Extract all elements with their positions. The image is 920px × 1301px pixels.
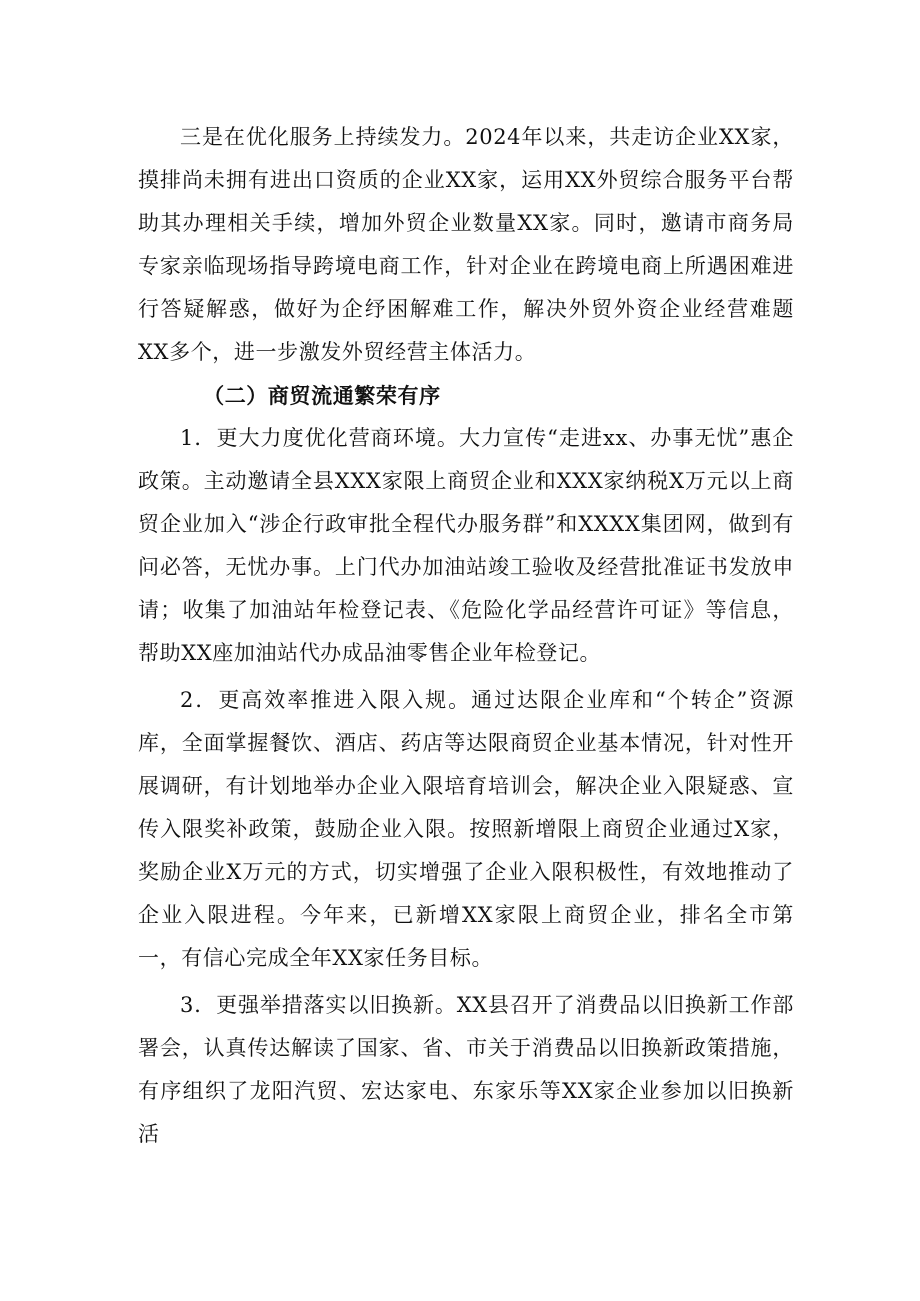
document-body [138, 116, 794, 1156]
paragraph-optimize-services: 三是在优化服务上持续发力。2024年以来，共走访企业XX家，摸排尚未拥有进出口资质的企业XX家，运用XX外贸综合服务平台帮助其办理相关手续，增加外贸企业数量XX家。同时，邀请市商务局专家亲临现场指导跨境电商工作，针对企业在跨境电商上所遇困难进行答疑解惑，做好为企纾困解难工作，解决外贸外资企业经营难题XX多个，进一步激发外贸经营主体活力。 [138, 125, 794, 364]
paragraph-business-environment: 1．更大力度优化营商环境。大力宣传“走进xx、办事无忧”惠企政策。主动邀请全县XXX家限上商贸企业和XXX家纳税X万元以上商贸企业加入“涉企行政审批全程代办服务群”和XXXX集团网，做到有问必答，无忧办事。上门代办加油站竣工验收及经营批准证书发放申请；收集了加油站年检登记表、《危险化学品经营许可证》等信息，帮助XX座加油站代办成品油零售企业年检登记。 [138, 426, 794, 665]
section-heading-commerce: （二）商贸流通繁荣有序 [203, 383, 441, 408]
paragraph-trade-in: 3．更强举措落实以旧换新。XX县召开了消费品以旧换新工作部署会，认真传达解读了国家、省、市关于消费品以旧换新政策措施，有序组织了龙阳汽贸、宏达家电、东家乐等XX家企业参加以旧换新活 [138, 993, 794, 1146]
paragraph-enterprise-upgrade: 2．更高效率推进入限入规。通过达限企业库和“个转企”资源库，全面掌握餐饮、酒店、药店等达限商贸企业基本情况，针对性开展调研，有计划地举办企业入限培育培训会，解决企业入限疑惑、宣传入限奖补政策，鼓励企业入限。按照新增限上商贸企业通过X家，奖励企业X万元的方式，切实增强了企业入限积极性，有效地推动了企业入限进程。今年来，已新增XX家限上商贸企业，排名全市第一，有信心完成全年XX家任务目标。 [138, 688, 794, 970]
